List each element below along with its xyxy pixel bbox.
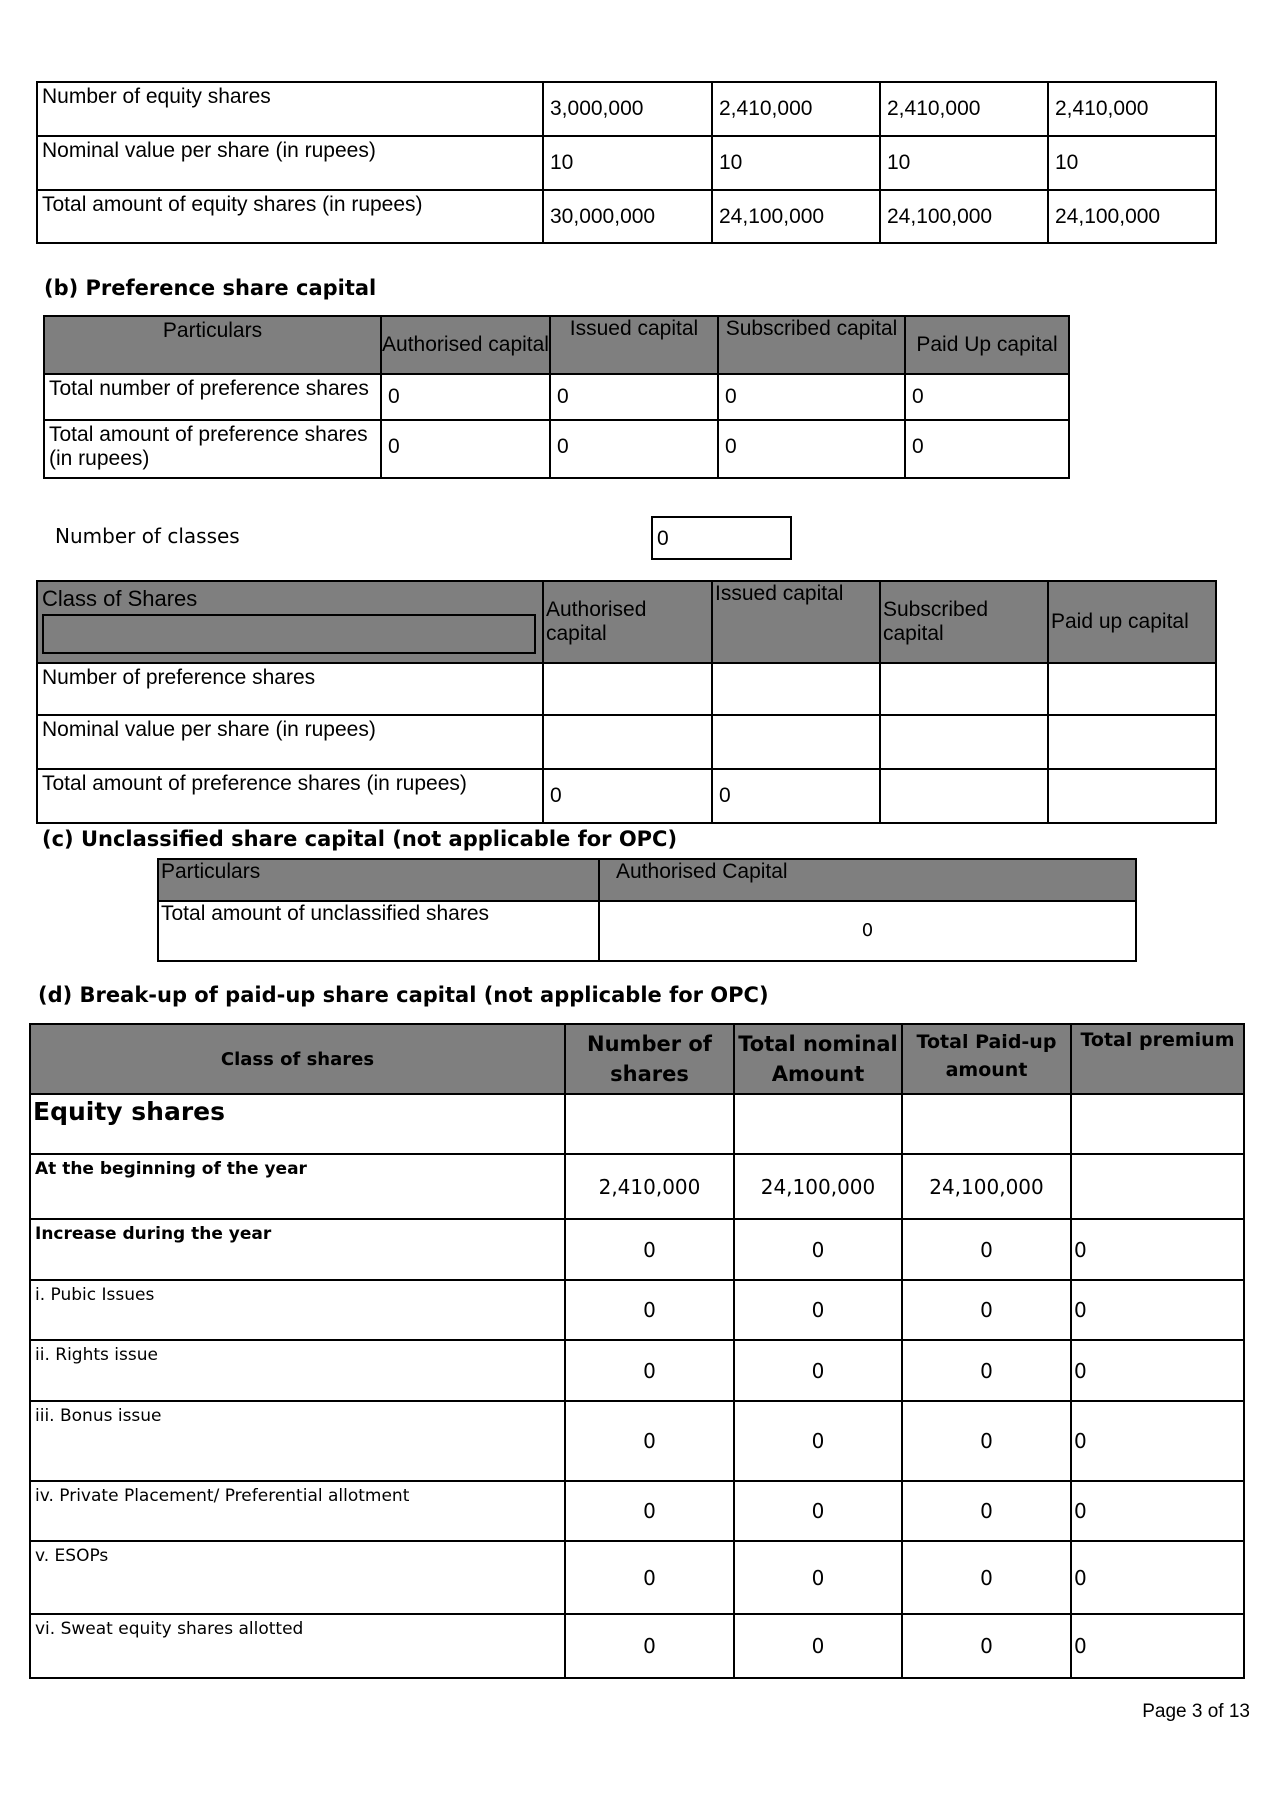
value-cell: 0 — [902, 1614, 1071, 1678]
table-row — [30, 1340, 1244, 1401]
column-header: Authorised Capital — [599, 859, 1136, 901]
value-cell: 0 — [550, 374, 718, 420]
row-label: Number of preference shares — [37, 663, 543, 715]
column-header: Class of shares — [30, 1024, 565, 1094]
class-name-field[interactable] — [42, 614, 536, 654]
value-cell: 0 — [565, 1401, 734, 1481]
row-label: Nominal value per share (in rupees) — [37, 715, 543, 769]
row-label: iii. Bonus issue — [30, 1401, 565, 1481]
row-label: At the beginning of the year — [30, 1154, 565, 1219]
value-cell: 24,100,000 — [1048, 190, 1216, 243]
table-row — [37, 136, 1216, 190]
table-row — [37, 715, 1216, 769]
row-label: Total amount of preference shares (in rupees) — [44, 420, 381, 478]
value-cell — [880, 663, 1048, 715]
value-cell: 0 — [565, 1614, 734, 1678]
column-header: Total nominal Amount — [734, 1024, 902, 1094]
value-cell: 2,410,000 — [1048, 82, 1216, 136]
row-label: iv. Private Placement/ Preferential allotment — [30, 1481, 565, 1541]
value-cell: 24,100,000 — [880, 190, 1048, 243]
value-cell: 0 — [734, 1340, 902, 1401]
value-cell: 0 — [734, 1541, 902, 1614]
class-of-shares-table — [36, 580, 1217, 824]
value-cell: 0 — [565, 1481, 734, 1541]
value-cell: 0 — [565, 1340, 734, 1401]
column-header: Issued capital — [550, 316, 718, 374]
value-cell: 0 — [1071, 1280, 1244, 1340]
column-header: Paid Up capital — [905, 316, 1069, 374]
value-cell: 0 — [905, 374, 1069, 420]
number-of-classes-field[interactable]: 0 — [651, 516, 792, 560]
equity-share-table — [36, 81, 1217, 244]
row-label: Total amount of unclassified shares — [158, 901, 599, 961]
value-cell — [1071, 1094, 1244, 1154]
table-header-row — [158, 859, 1136, 901]
class-of-shares-header — [37, 581, 543, 663]
table-row — [44, 420, 1069, 478]
row-label: Total amount of preference shares (in rupees) — [37, 769, 543, 823]
column-header: Authorised capital — [543, 581, 712, 663]
value-cell: 2,410,000 — [880, 82, 1048, 136]
table-row — [30, 1401, 1244, 1481]
table-row — [158, 901, 1136, 961]
table-row — [30, 1481, 1244, 1541]
preference-share-table — [43, 315, 1070, 479]
value-cell: 24,100,000 — [902, 1154, 1071, 1219]
unclassified-share-table — [157, 858, 1137, 962]
number-of-classes-label: Number of classes — [55, 524, 240, 548]
value-cell — [543, 715, 712, 769]
value-cell: 0 — [902, 1219, 1071, 1280]
value-cell: 0 — [712, 769, 880, 823]
value-cell: 0 — [902, 1541, 1071, 1614]
value-cell: 24,100,000 — [734, 1154, 902, 1219]
value-cell: 2,410,000 — [565, 1154, 734, 1219]
column-header: Class of Shares — [42, 586, 198, 611]
value-cell — [1048, 715, 1216, 769]
value-cell: 3,000,000 — [543, 82, 712, 136]
column-header: Authorised capital — [381, 316, 550, 374]
row-label: v. ESOPs — [30, 1541, 565, 1614]
value-cell — [880, 769, 1048, 823]
value-cell — [902, 1094, 1071, 1154]
table-row — [37, 190, 1216, 243]
column-header: Subscribed capital — [718, 316, 905, 374]
value-cell: 10 — [880, 136, 1048, 190]
section-title-equity: Equity shares — [30, 1094, 565, 1154]
value-cell — [1071, 1154, 1244, 1219]
value-cell: 30,000,000 — [543, 190, 712, 243]
table-row — [37, 769, 1216, 823]
value-cell — [543, 663, 712, 715]
row-label: ii. Rights issue — [30, 1340, 565, 1401]
value-cell: 0 — [902, 1401, 1071, 1481]
section-heading-unclassified: (c) Unclassified share capital (not applicable for OPC) — [42, 827, 678, 851]
column-header: Number of shares — [565, 1024, 734, 1094]
value-cell — [1048, 769, 1216, 823]
value-cell: 0 — [599, 901, 1136, 961]
column-header: Issued capital — [712, 581, 880, 663]
value-cell: 0 — [734, 1614, 902, 1678]
table-row — [30, 1280, 1244, 1340]
table-header-row — [44, 316, 1069, 374]
row-label: Increase during the year — [30, 1219, 565, 1280]
row-label: i. Pubic Issues — [30, 1280, 565, 1340]
value-cell: 0 — [381, 420, 550, 478]
paid-up-breakup-table — [29, 1023, 1245, 1679]
value-cell — [734, 1094, 902, 1154]
section-heading-breakup: (d) Break-up of paid-up share capital (not applicable for OPC) — [38, 983, 769, 1007]
row-label: vi. Sweat equity shares allotted — [30, 1614, 565, 1678]
value-cell: 0 — [902, 1280, 1071, 1340]
column-header: Subscribed capital — [880, 581, 1048, 663]
table-row — [30, 1541, 1244, 1614]
section-heading-preference: (b) Preference share capital — [44, 276, 377, 300]
value-cell: 0 — [1071, 1614, 1244, 1678]
row-label: Number of equity shares — [37, 82, 543, 136]
table-row — [44, 374, 1069, 420]
table-row — [30, 1219, 1244, 1280]
column-header: Total premium — [1071, 1024, 1244, 1094]
value-cell — [712, 715, 880, 769]
value-cell: 0 — [734, 1219, 902, 1280]
table-row — [37, 663, 1216, 715]
value-cell: 10 — [1048, 136, 1216, 190]
value-cell: 0 — [734, 1401, 902, 1481]
value-cell: 0 — [1071, 1340, 1244, 1401]
value-cell — [880, 715, 1048, 769]
value-cell: 10 — [712, 136, 880, 190]
value-cell: 0 — [381, 374, 550, 420]
value-cell: 0 — [565, 1280, 734, 1340]
table-row — [30, 1614, 1244, 1678]
value-cell: 0 — [550, 420, 718, 478]
table-row — [37, 82, 1216, 136]
table-header-row — [30, 1024, 1244, 1094]
page-number: Page 3 of 13 — [1142, 1701, 1250, 1722]
value-cell: 0 — [1071, 1481, 1244, 1541]
value-cell: 2,410,000 — [712, 82, 880, 136]
row-label: Nominal value per share (in rupees) — [37, 136, 543, 190]
value-cell: 10 — [543, 136, 712, 190]
column-header: Particulars — [44, 316, 381, 374]
value-cell — [1048, 663, 1216, 715]
value-cell: 0 — [1071, 1219, 1244, 1280]
value-cell: 0 — [734, 1280, 902, 1340]
value-cell: 0 — [718, 374, 905, 420]
value-cell: 24,100,000 — [712, 190, 880, 243]
value-cell: 0 — [1071, 1401, 1244, 1481]
value-cell: 0 — [734, 1481, 902, 1541]
column-header: Particulars — [158, 859, 599, 901]
value-cell — [712, 663, 880, 715]
value-cell: 0 — [902, 1481, 1071, 1541]
value-cell: 0 — [543, 769, 712, 823]
column-header: Total Paid-up amount — [902, 1024, 1071, 1094]
value-cell: 0 — [565, 1219, 734, 1280]
column-header: Paid up capital — [1048, 581, 1216, 663]
table-row — [30, 1154, 1244, 1219]
value-cell: 0 — [565, 1541, 734, 1614]
value-cell: 0 — [718, 420, 905, 478]
row-label: Total number of preference shares — [44, 374, 381, 420]
value-cell: 0 — [905, 420, 1069, 478]
value-cell — [565, 1094, 734, 1154]
table-header-row — [37, 581, 1216, 663]
value-cell: 0 — [902, 1340, 1071, 1401]
row-label: Total amount of equity shares (in rupees) — [37, 190, 543, 243]
value-cell: 0 — [1071, 1541, 1244, 1614]
table-row — [30, 1094, 1244, 1154]
